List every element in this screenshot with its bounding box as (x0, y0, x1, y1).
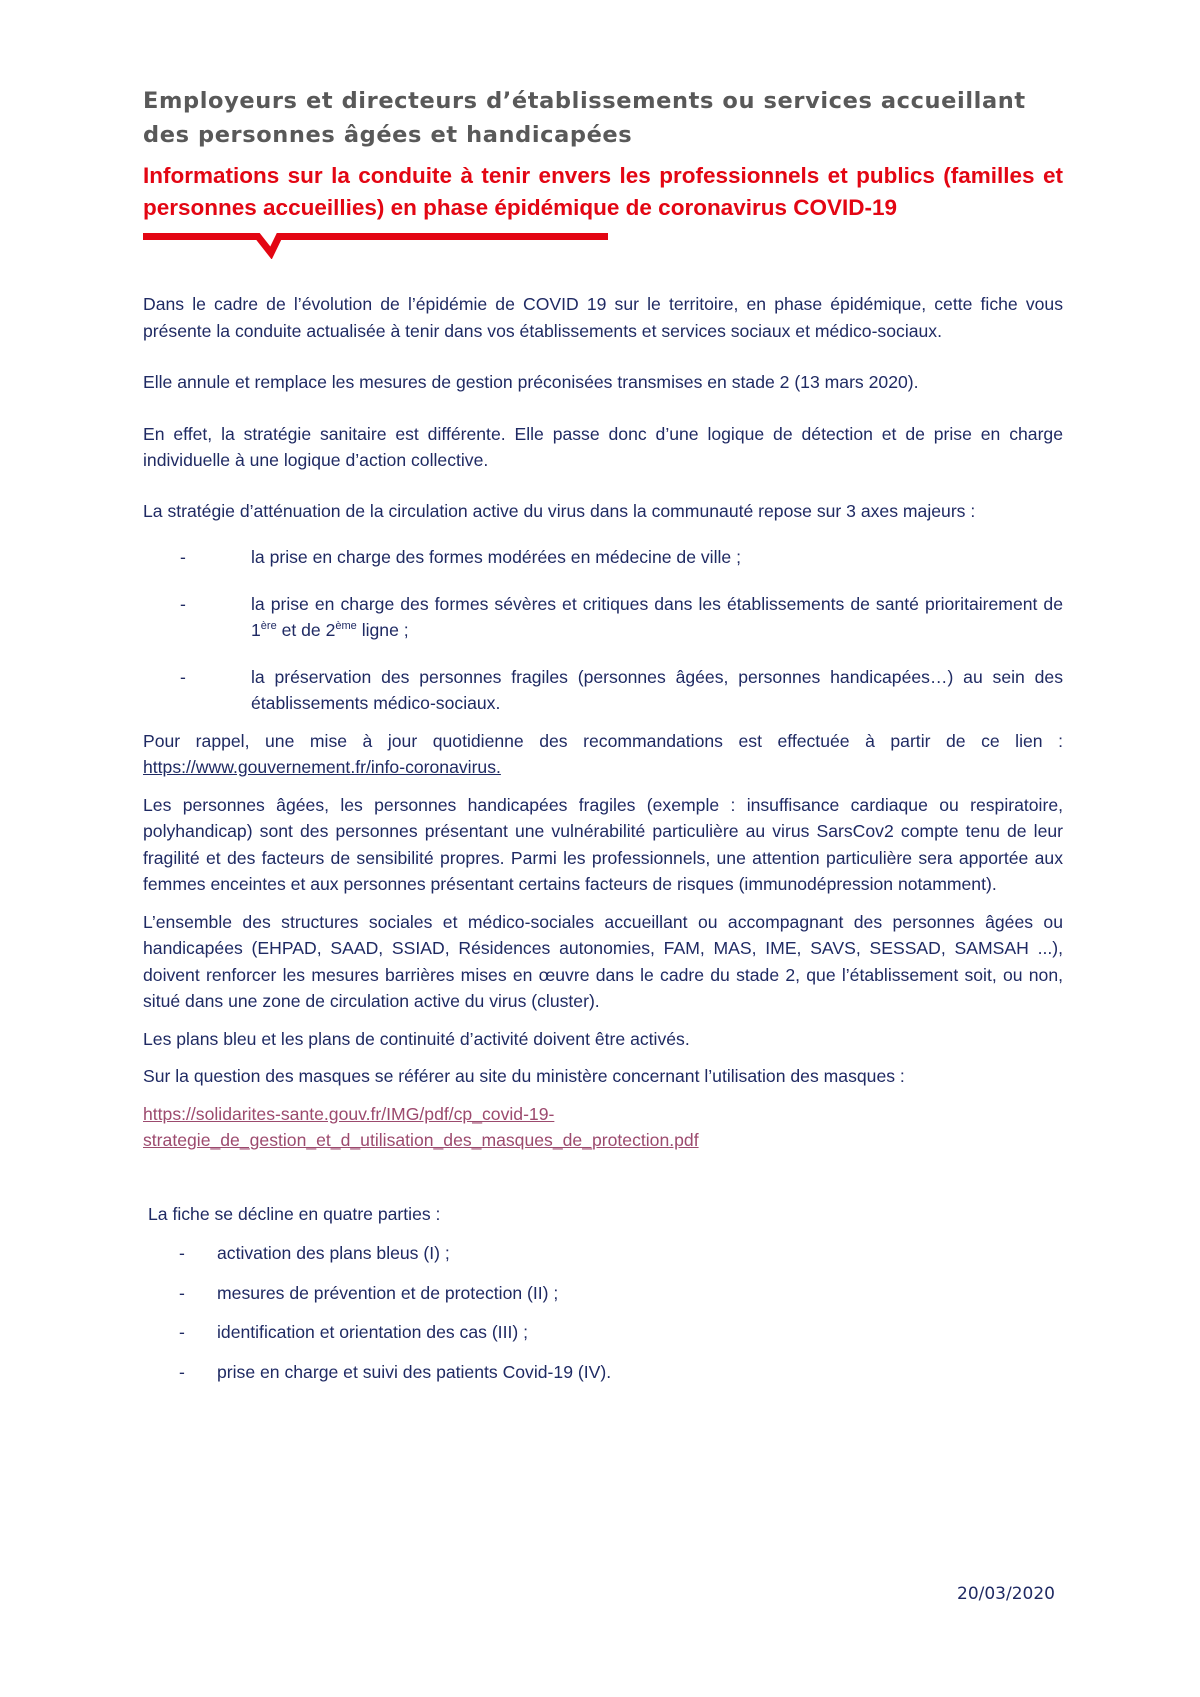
list-item (143, 1240, 1063, 1267)
masks-link-line-1[interactable]: https://solidarites-sante.gouv.fr/IMG/pdf/cp_covid-19- (143, 1103, 555, 1124)
paragraph-axes-intro: La stratégie d’atténuation de la circulation active du virus dans la communauté repose sur 3 axes majeurs : (143, 500, 976, 521)
part-item-1: activation des plans bleus (I) ; (217, 1243, 450, 1263)
parts-list (143, 1240, 1063, 1385)
list-item (143, 1319, 1063, 1346)
masks-link-block (143, 1101, 1063, 1154)
part-item-3: identification et orientation des cas (III) ; (217, 1322, 528, 1342)
axes-list (143, 544, 1063, 717)
paragraph-plans-bleu: Les plans bleu et les plans de continuité d’activité doivent être activés. (143, 1028, 690, 1049)
document-subtitle: Informations sur la conduite à tenir envers les professionnels et publics (familles et personnes accueillies) en phase épidémique de coronavirus COVID-19 (143, 163, 1063, 220)
paragraph-rappel (143, 728, 1063, 781)
bullet-dash: - (179, 1282, 185, 1303)
document-header (143, 84, 1063, 152)
paragraph-annule: Elle annule et remplace les mesures de gestion préconisées transmises en stade 2 (13 mars 2020). (143, 372, 919, 392)
bullet-dash: - (180, 547, 186, 567)
axes-item-3: la préservation des personnes fragiles (personnes âgées, personnes handicapées…) au sein des établissements médico-sociaux. (251, 666, 1063, 713)
header-title-line-2: des personnes âgées et handicapées (143, 122, 633, 148)
paragraph-masques: Sur la question des masques se référer au site du ministère concernant l’utilisation des masques : (143, 1066, 905, 1086)
list-item (143, 1359, 1063, 1386)
header-title-line-1: Employeurs et directeurs d’établissements ou services accueillant (143, 88, 1026, 114)
bullet-dash: - (180, 666, 186, 687)
gouvernement-link[interactable]: https://www.gouvernement.fr/info-coronavirus. (143, 757, 501, 777)
part-item-4: prise en charge et suivi des patients Covid-19 (IV). (217, 1361, 612, 1382)
list-item (143, 664, 1063, 717)
bullet-dash: - (179, 1361, 185, 1382)
paragraph-intro: Dans le cadre de l’évolution de l’épidémie de COVID 19 sur le territoire, en phase épidémique, cette fiche vous présente la conduite actualisée à tenir dans vos établissements et services sociaux et médico-sociaux. (143, 294, 1063, 341)
paragraph-structures: L’ensemble des structures sociales et médico-sociales accueillant ou accompagnant des personnes âgées ou handicapées (EHPAD, SAAD, SSIAD, Résidences autonomies, FAM, MAS, IME, SAVS, SESSAD, SAMSAH ...), doivent renforcer les mesures barrières mises en œuvre dans le cadre du stade 2, que l’établissement soit, ou non, situé dans une zone de circulation active du virus (cluster). (143, 911, 1063, 1011)
paragraph-personnes-agees: Les personnes âgées, les personnes handicapées fragiles (exemple : insuffisance cardiaque ou respiratoire, polyhandicap) sont des personnes présentant une vulnérabilité particulière au virus SarsCov2 compte tenu de leur fragilité et des facteurs de sensibilité propres. Parmi les professionnels, une attention particulière sera apportée aux femmes enceintes et aux personnes présentant certains facteurs de risques (immunodépression notamment). (143, 794, 1063, 894)
axes-item-1: la prise en charge des formes modérées en médecine de ville ; (251, 547, 741, 567)
masks-link-line-2[interactable]: strategie_de_gestion_et_d_utilisation_des_masques_de_protection.pdf (143, 1130, 699, 1150)
part-item-2: mesures de prévention et de protection (II) ; (217, 1282, 559, 1303)
list-item (143, 1280, 1063, 1307)
paragraph-strategie: En effet, la stratégie sanitaire est différente. Elle passe donc d’une logique de détection et de prise en charge individuelle à une logique d’action collective. (143, 423, 1063, 470)
list-item (143, 544, 1063, 571)
bullet-dash: - (179, 1322, 185, 1342)
paragraph-quatre-parties: La fiche se décline en quatre parties : (148, 1203, 441, 1224)
rappel-text: Pour rappel, une mise à jour quotidienne des recommandations est effectuée à partir de ce lien : (143, 730, 1063, 751)
red-divider-icon (143, 233, 608, 259)
list-item (143, 591, 1063, 644)
document-page (143, 84, 1063, 1385)
document-date: 20/03/2020 (957, 1584, 1055, 1604)
bullet-dash: - (179, 1243, 185, 1263)
bullet-dash: - (180, 593, 186, 614)
axes-item-2: la prise en charge des formes sévères et critiques dans les établissements de santé prioritairement de 1ère et de 2ème ligne ; (251, 593, 1063, 640)
